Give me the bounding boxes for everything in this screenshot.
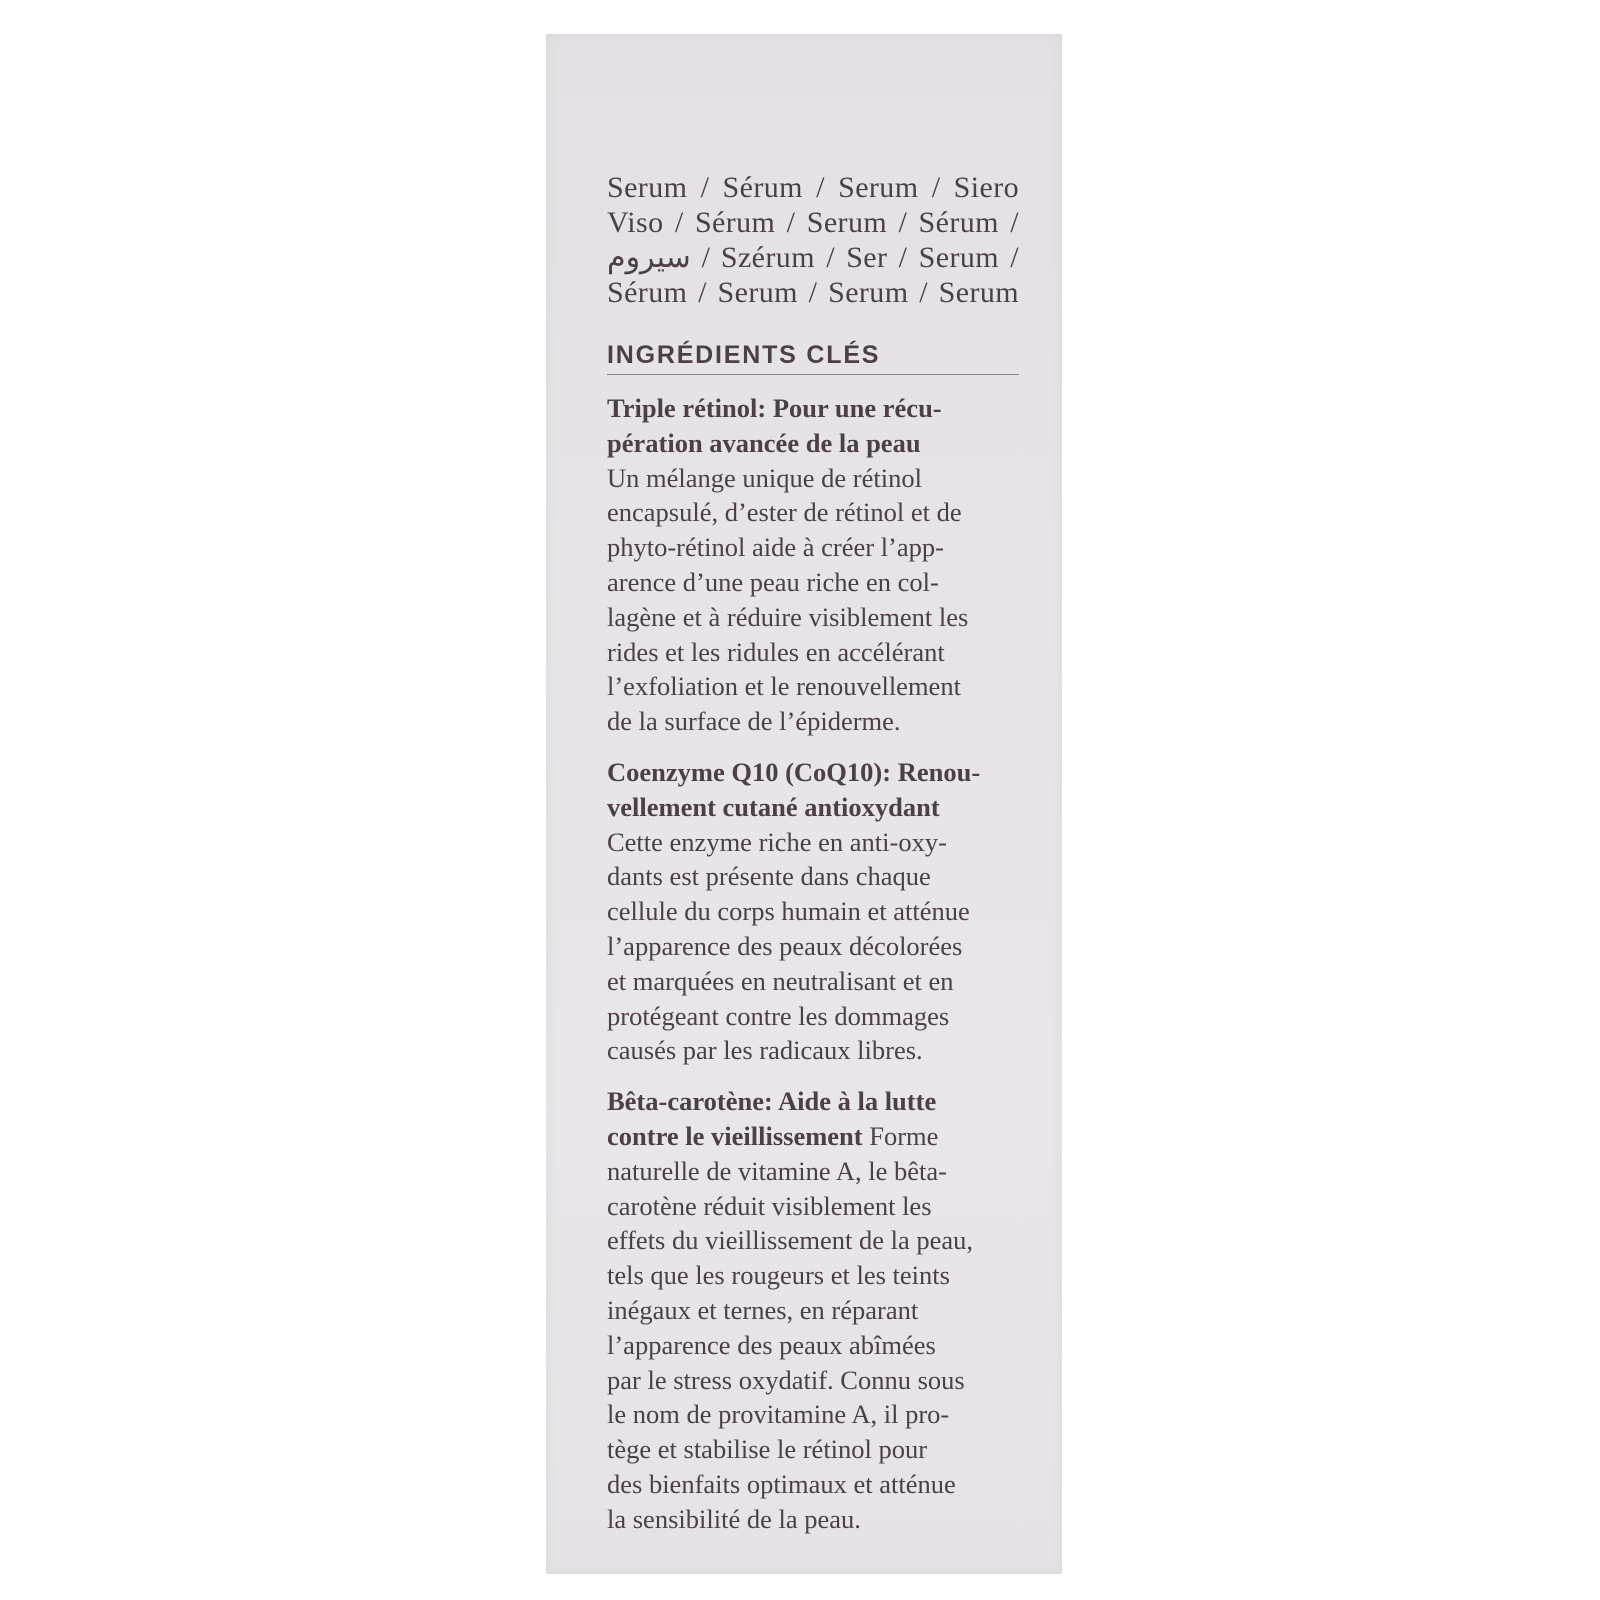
ingredient-body-line: dants est présente dans chaque (607, 861, 931, 892)
ingredient-body-line: l’apparence des peaux décolorées (607, 930, 963, 961)
ingredient-title-line: vellement cutané antioxydant (607, 791, 940, 822)
ingredient-body-line: effets du vieillissement de la peau, (607, 1225, 973, 1256)
ingredient-retinol (607, 391, 1019, 739)
ingredient-body-line: tège et stabilise le rétinol pour (607, 1434, 928, 1465)
ingredient-body-line: inégaux et ternes, en réparant (607, 1294, 919, 1325)
translation-line: Serum / Sérum / Serum / Siero (607, 171, 1019, 204)
ingredient-body-line: rides et les ridules en accélérant (607, 636, 945, 667)
ingredient-body-line: protégeant contre les dommages (607, 1000, 950, 1031)
ingredient-body-inline: Forme (862, 1120, 939, 1151)
ingredient-body-line: par le stress oxydatif. Connu sous (607, 1364, 965, 1395)
ingredient-body-line: de la surface de l’épiderme. (607, 706, 901, 737)
product-type-translations (607, 170, 1019, 310)
label-text-block (607, 170, 1019, 1537)
ingredient-body-line: la sensibilité de la peau. (607, 1503, 861, 1534)
translation-line: Sérum / Serum / Serum / Serum (607, 276, 1019, 309)
ingredient-body-line: le nom de provitamine A, il pro- (607, 1399, 950, 1430)
ingredient-title-line: contre le vieillissement (607, 1120, 863, 1151)
ingredient-body-line: et marquées en neutralisant et en (607, 965, 954, 996)
ingredient-title-line: Triple rétinol: Pour une récu- (607, 393, 942, 423)
ingredient-body-line: Cette enzyme riche en anti-oxy- (607, 826, 947, 857)
translation-line: Viso / Sérum / Serum / Sérum / (607, 206, 1019, 239)
ingredient-body-line: des bienfaits optimaux et atténue (607, 1468, 956, 1499)
ingredient-body-line: lagène et à réduire visiblement les (607, 601, 969, 632)
ingredient-coq10 (607, 755, 1019, 1068)
ingredient-body-line: cellule du corps humain et atténue (607, 896, 970, 927)
translation-line: سيروم / Szérum / Ser / Serum / (607, 241, 1019, 274)
ingredient-body-line: l’apparence des peaux abîmées (607, 1329, 936, 1360)
ingredient-beta-carotene (607, 1084, 1019, 1536)
key-ingredients-heading: INGRÉDIENTS CLÉS (607, 340, 1019, 375)
ingredient-body-line: tels que les rougeurs et les teints (607, 1260, 950, 1291)
ingredient-body-line: phyto-rétinol aide à créer l’app- (607, 532, 944, 563)
ingredient-body-line: carotène réduit visiblement les (607, 1190, 932, 1221)
ingredient-body-line: arence d’une peau riche en col- (607, 566, 939, 597)
ingredient-body-line: causés par les radicaux libres. (607, 1035, 923, 1066)
ingredient-title-line: Bêta-carotène: Aide à la lutte (607, 1086, 937, 1117)
ingredient-title-line: Coenzyme Q10 (CoQ10): Renou- (607, 756, 981, 787)
ingredient-body-line: l’exfoliation et le renouvellement (607, 671, 961, 702)
ingredient-title-line: pération avancée de la peau (607, 427, 921, 458)
ingredient-body-line: naturelle de vitamine A, le bêta- (607, 1155, 947, 1186)
ingredient-body-line: encapsulé, d’ester de rétinol et de (607, 497, 962, 528)
ingredient-body-line: Un mélange unique de rétinol (607, 462, 922, 493)
